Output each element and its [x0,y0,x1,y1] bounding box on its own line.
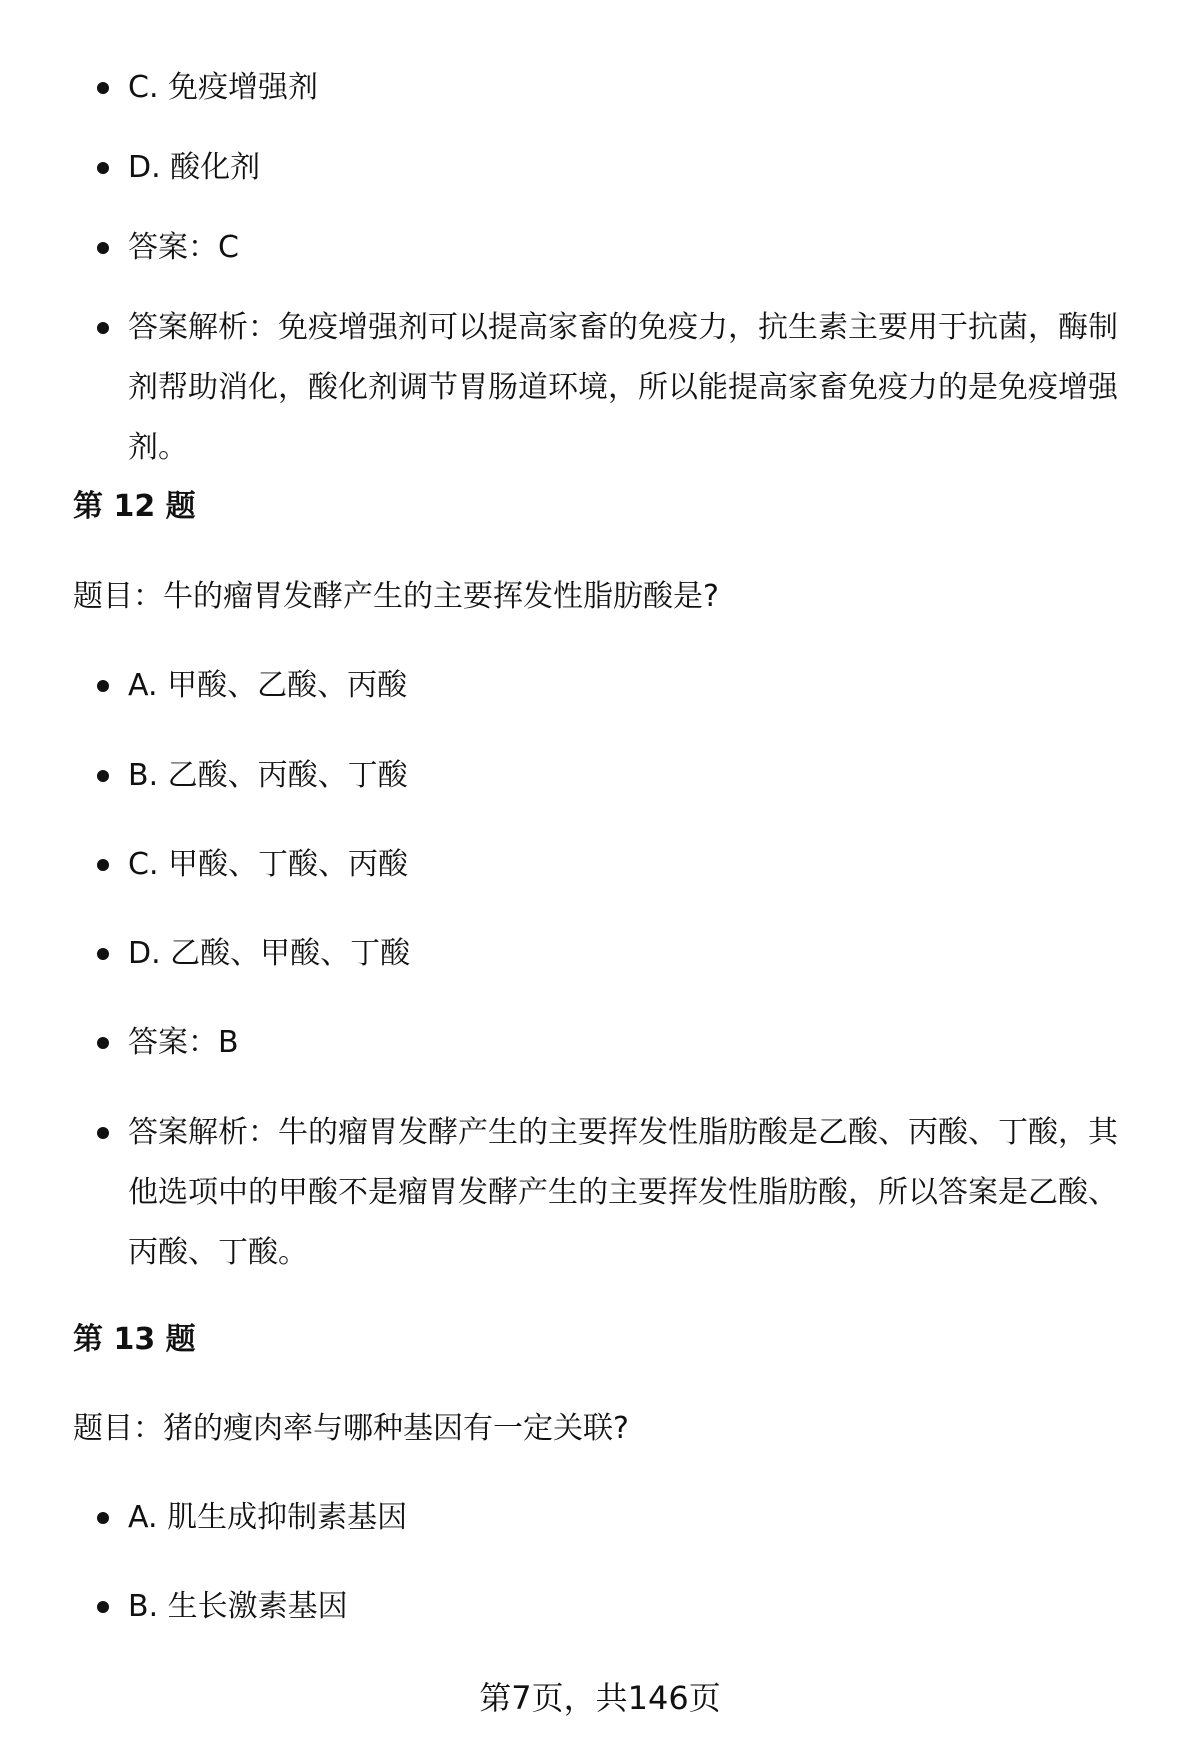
option-text: B. 乙酸、丙酸、丁酸 [128,758,408,793]
option-b-item [97,746,1142,806]
bullet-icon [97,1512,109,1524]
explanation-text: 答案解析：免疫增强剂可以提高家畜的免疫力，抗生素主要用于抗菌，酶制剂帮助消化，酸化剂调节胃肠道环境，所以能提高家畜免疫力的是免疫增强剂。 [128,310,1118,465]
explanation-text: 答案解析：牛的瘤胃发酵产生的主要挥发性脂肪酸是乙酸、丙酸、丁酸，其他选项中的甲酸不是瘤胃发酵产生的主要挥发性脂肪酸，所以答案是乙酸、丙酸、丁酸。 [128,1115,1118,1270]
option-a-item [97,1488,1142,1548]
bullet-icon [97,162,109,174]
answer-text: 答案：C [128,230,239,265]
option-d-item [97,924,1142,984]
answer-text: 答案：B [128,1025,239,1060]
option-text: C. 甲酸、丁酸、丙酸 [128,847,409,882]
bullet-icon [97,1037,109,1049]
bullet-icon [97,948,109,960]
option-c-item [97,58,1142,118]
bullet-icon [97,680,109,692]
option-b-item [97,1577,1142,1637]
option-c-item [97,835,1142,895]
explanation-item [97,298,1142,478]
answer-item [97,1013,1142,1073]
answer-item [97,218,1142,278]
option-text: D. 乙酸、甲酸、丁酸 [128,936,411,971]
option-text: D. 酸化剂 [128,150,261,185]
page-number: 第7页，共146页 [479,1679,721,1717]
explanation-item [97,1103,1142,1283]
bullet-icon [97,242,109,254]
question-text: 题目：猪的瘦肉率与哪种基因有一定关联? [73,1411,629,1446]
option-text: A. 甲酸、乙酸、丙酸 [128,668,408,703]
bullet-icon [97,1127,109,1139]
bullet-icon [97,859,109,871]
bullet-icon [97,770,109,782]
bullet-icon [97,82,109,94]
bullet-icon [97,1601,109,1613]
question-heading: 第 13 题 [73,1322,196,1357]
option-text: C. 免疫增强剂 [128,70,319,105]
option-text: B. 生长激素基因 [128,1589,348,1624]
bullet-icon [97,322,109,334]
option-d-item [97,138,1142,198]
question-text: 题目：牛的瘤胃发酵产生的主要挥发性脂肪酸是? [73,579,719,614]
option-a-item [97,656,1142,716]
question-heading: 第 12 题 [73,489,196,524]
option-text: A. 肌生成抑制素基因 [128,1500,408,1535]
